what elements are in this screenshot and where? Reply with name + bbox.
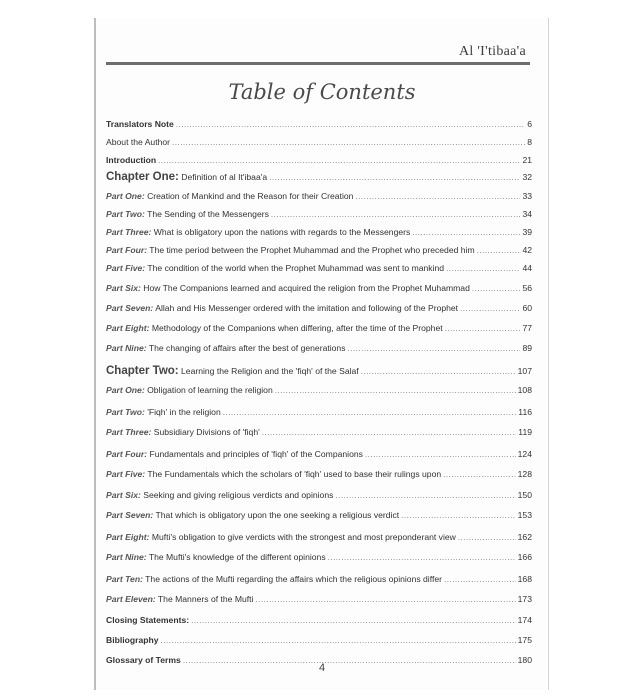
toc-entry-prefix: Part Nine: — [106, 343, 147, 353]
toc-entry-text: The Fundamentals which the scholars of 'fiqh' used to base their rulings upon — [145, 469, 442, 479]
dot-leader — [223, 407, 517, 419]
toc-entry-prefix: Part Three: — [106, 427, 152, 437]
toc-entry-title — [106, 448, 363, 460]
toc-entry-prefix: Part One: — [106, 191, 145, 201]
toc-entry-text: What is obligatory upon the nations with regards to the Messengers — [151, 227, 411, 237]
toc-entry-page: 39 — [522, 227, 532, 237]
toc-entry-text: The Mufti's knowledge of the different opinions — [146, 552, 326, 562]
toc-entry-prefix: Part Nine: — [106, 552, 147, 562]
toc-entry-title — [106, 302, 458, 314]
toc-entry-page: 153 — [517, 510, 532, 520]
toc-entry-title — [106, 406, 221, 418]
toc-entry-title — [106, 593, 253, 605]
toc-entry-text: The actions of the Mufti regarding the affairs which the religious opinions differ — [142, 574, 442, 584]
toc-entry-prefix: Part Seven: — [106, 510, 154, 520]
toc-entry-text: The time period between the Prophet Muhammad and the Prophet who preceded him — [147, 245, 475, 255]
toc-entry — [106, 136, 532, 149]
toc-entry-page: 119 — [518, 427, 532, 437]
toc-entry — [106, 448, 532, 461]
toc-entry-title — [106, 384, 273, 396]
toc-entry-prefix: Part Eight: — [106, 323, 150, 333]
toc-entry-page: 108 — [517, 385, 532, 395]
dot-leader — [275, 385, 516, 397]
dot-leader — [365, 449, 516, 461]
toc-entry-page: 32 — [522, 172, 532, 182]
toc-entry — [106, 509, 532, 522]
toc-entry-title — [106, 282, 470, 294]
toc-entry — [106, 573, 532, 586]
dot-leader — [158, 155, 520, 167]
toc-entry-prefix: Part Six: — [106, 490, 141, 500]
toc-entry — [106, 302, 532, 315]
toc-entry-text: Closing Statements: — [106, 615, 190, 625]
toc-entry-text: That which is obligatory upon the one seeking a religious verdict — [153, 510, 400, 520]
dot-leader — [477, 245, 521, 257]
toc-entry-text: Mufti's obligation to give verdicts with the strongest and most preponderant view — [149, 532, 456, 542]
toc-entry-text: Creation of Mankind and the Reason for their Creation — [144, 191, 354, 201]
toc-entry-prefix: Part Ten: — [106, 574, 143, 584]
toc-entry — [106, 468, 532, 481]
toc-entry — [106, 406, 532, 419]
toc-entry-prefix: Part Three: — [106, 227, 152, 237]
toc-entry-title — [106, 208, 269, 220]
dot-leader — [269, 172, 520, 184]
dot-leader — [458, 532, 516, 544]
toc-entry — [106, 342, 532, 355]
toc-entry-page: 89 — [522, 343, 532, 353]
toc-entry-text: Fundamentals and principles of 'fiqh' of the Companions — [147, 449, 363, 459]
toc-entry-text: Seeking and giving religious verdicts and opinions — [140, 490, 334, 500]
toc-entry-text: Allah and His Messenger ordered with the imitation and following of the Prophet — [153, 303, 459, 313]
toc-entry-page: 6 — [527, 119, 532, 129]
dot-leader — [401, 510, 515, 522]
toc-entry-title — [106, 118, 174, 130]
dot-leader — [412, 227, 520, 239]
toc-entry-page: 166 — [517, 552, 532, 562]
toc-entry-title — [106, 468, 441, 480]
toc-entry-text: 'Fiqh' in the religion — [144, 407, 221, 417]
toc-entry-page: 173 — [517, 594, 532, 604]
toc-entry-text: How The Companions learned and acquired the religion from the Prophet Muhammad — [140, 283, 470, 293]
toc-entry-page: 150 — [517, 490, 532, 500]
toc-entry-title — [106, 489, 333, 501]
toc-entry-title — [106, 634, 159, 646]
toc-entry-title — [106, 154, 156, 166]
dot-leader — [361, 366, 516, 378]
toc-entry-title — [106, 365, 359, 377]
toc-entry — [106, 531, 532, 544]
toc-entry-title — [106, 262, 444, 274]
toc-entry-title — [106, 190, 353, 202]
toc-entry-title — [106, 244, 475, 256]
toc-entry-prefix: Part Eight: — [106, 532, 150, 542]
toc-entry-page: 116 — [518, 407, 532, 417]
toc-entry-page: 174 — [517, 615, 532, 625]
toc-entry-title — [106, 226, 410, 238]
dot-leader — [335, 490, 515, 502]
toc-entry-page: 175 — [517, 635, 532, 645]
toc-entry-page: 77 — [522, 323, 532, 333]
dot-leader — [444, 574, 516, 586]
dot-leader — [446, 263, 520, 275]
toc-entry — [106, 551, 532, 564]
toc-entry — [106, 426, 532, 439]
dot-leader — [271, 209, 521, 221]
toc-entry-page: 107 — [517, 366, 532, 376]
toc-entry — [106, 262, 532, 275]
toc-entry-text: Introduction — [106, 155, 157, 165]
toc-entry-page: 180 — [517, 655, 532, 665]
toc-entry — [106, 322, 532, 335]
toc-entry-text: Learning the Religion and the 'fiqh' of the Salaf — [178, 366, 359, 376]
toc-entry-text: Glossary of Terms — [106, 655, 181, 665]
toc-entry — [106, 154, 532, 167]
toc-entry-page: 60 — [522, 303, 532, 313]
toc-entry-text: About the Author — [106, 137, 171, 147]
toc-entry-page: 128 — [517, 469, 532, 479]
toc-entry-text: The Manners of the Mufti — [155, 594, 254, 604]
toc-entry-page: 42 — [522, 245, 532, 255]
document-page — [94, 18, 549, 690]
dot-leader — [355, 191, 520, 203]
toc-entry — [106, 614, 532, 627]
dot-leader — [328, 552, 516, 564]
dot-leader — [348, 343, 521, 355]
toc-entry — [106, 244, 532, 257]
dot-leader — [443, 469, 516, 481]
toc-entry-title — [106, 426, 260, 438]
toc-entry — [106, 489, 532, 502]
toc-entry — [106, 365, 532, 378]
toc-entry-page: 21 — [522, 155, 532, 165]
toc-entry-title — [106, 342, 346, 354]
toc-entry-text: The changing of affairs after the best of generations — [146, 343, 346, 353]
toc-entry-prefix: Part Four: — [106, 449, 148, 459]
toc-entry-page: 34 — [522, 209, 532, 219]
page-title: Table of Contents — [228, 80, 416, 104]
dot-leader — [262, 427, 517, 439]
dot-leader — [445, 323, 521, 335]
toc-entry-text: Bibliography — [106, 635, 159, 645]
dot-leader — [161, 635, 516, 647]
toc-entry-title — [106, 136, 170, 148]
toc-entry-prefix: Part Four: — [106, 245, 148, 255]
toc-entry-text: The Sending of the Messengers — [144, 209, 269, 219]
page-number: 4 — [318, 662, 326, 674]
toc-entry-prefix: Part Two: — [106, 407, 145, 417]
toc-entry-title — [106, 531, 456, 543]
toc-entry — [106, 226, 532, 239]
toc-entry-text: Methodology of the Companions when differing, after the time of the Prophet — [149, 323, 443, 333]
toc-entry-title — [106, 171, 267, 183]
toc-entry-title — [106, 509, 399, 521]
dot-leader — [472, 283, 521, 295]
toc-entry — [106, 190, 532, 203]
toc-entry-text: Obligation of learning the religion — [144, 385, 273, 395]
toc-entry — [106, 118, 532, 131]
toc-entry — [106, 171, 532, 184]
running-header: Al 'I'tibaa'a — [458, 44, 526, 59]
toc-entry-prefix: Chapter Two: — [106, 365, 179, 377]
toc-entry-prefix: Part Two: — [106, 209, 145, 219]
toc-entry-page: 33 — [522, 191, 532, 201]
toc-entry-page: 162 — [517, 532, 532, 542]
header-rule — [106, 62, 530, 65]
toc-entry-title — [106, 614, 189, 626]
toc-entry-text: Translators Note — [106, 119, 174, 129]
toc-entry-page: 8 — [527, 137, 532, 147]
toc-entry — [106, 593, 532, 606]
toc-entry-prefix: Part Seven: — [106, 303, 154, 313]
dot-leader — [191, 615, 516, 627]
toc-entry-page: 168 — [517, 574, 532, 584]
toc-entry-text: The condition of the world when the Prophet Muhammad was sent to mankind — [145, 263, 445, 273]
toc-entry-prefix: Part Five: — [106, 263, 146, 273]
dot-leader — [460, 303, 520, 315]
dot-leader — [176, 119, 525, 131]
toc-entry-title — [106, 551, 326, 563]
toc-entry-prefix: Part One: — [106, 385, 145, 395]
toc-entry — [106, 282, 532, 295]
toc-entry — [106, 208, 532, 221]
toc-entry-title — [106, 322, 443, 334]
toc-entry-page: 56 — [522, 283, 532, 293]
toc-entry-prefix: Part Eleven: — [106, 594, 156, 604]
toc-entry-text: Definition of al It'ibaa'a — [178, 172, 268, 182]
toc-entry-prefix: Part Six: — [106, 283, 141, 293]
toc-entry-prefix: Chapter One: — [106, 171, 179, 183]
toc-entry — [106, 384, 532, 397]
toc-entry — [106, 634, 532, 647]
dot-leader — [255, 594, 515, 606]
toc-entry-page: 124 — [517, 449, 532, 459]
dot-leader — [172, 137, 525, 149]
toc-entry-prefix: Part Five: — [106, 469, 146, 479]
toc-entry-text: Subsidiary Divisions of 'fiqh' — [151, 427, 260, 437]
toc-entry-title — [106, 573, 442, 585]
toc-entry-page: 44 — [522, 263, 532, 273]
